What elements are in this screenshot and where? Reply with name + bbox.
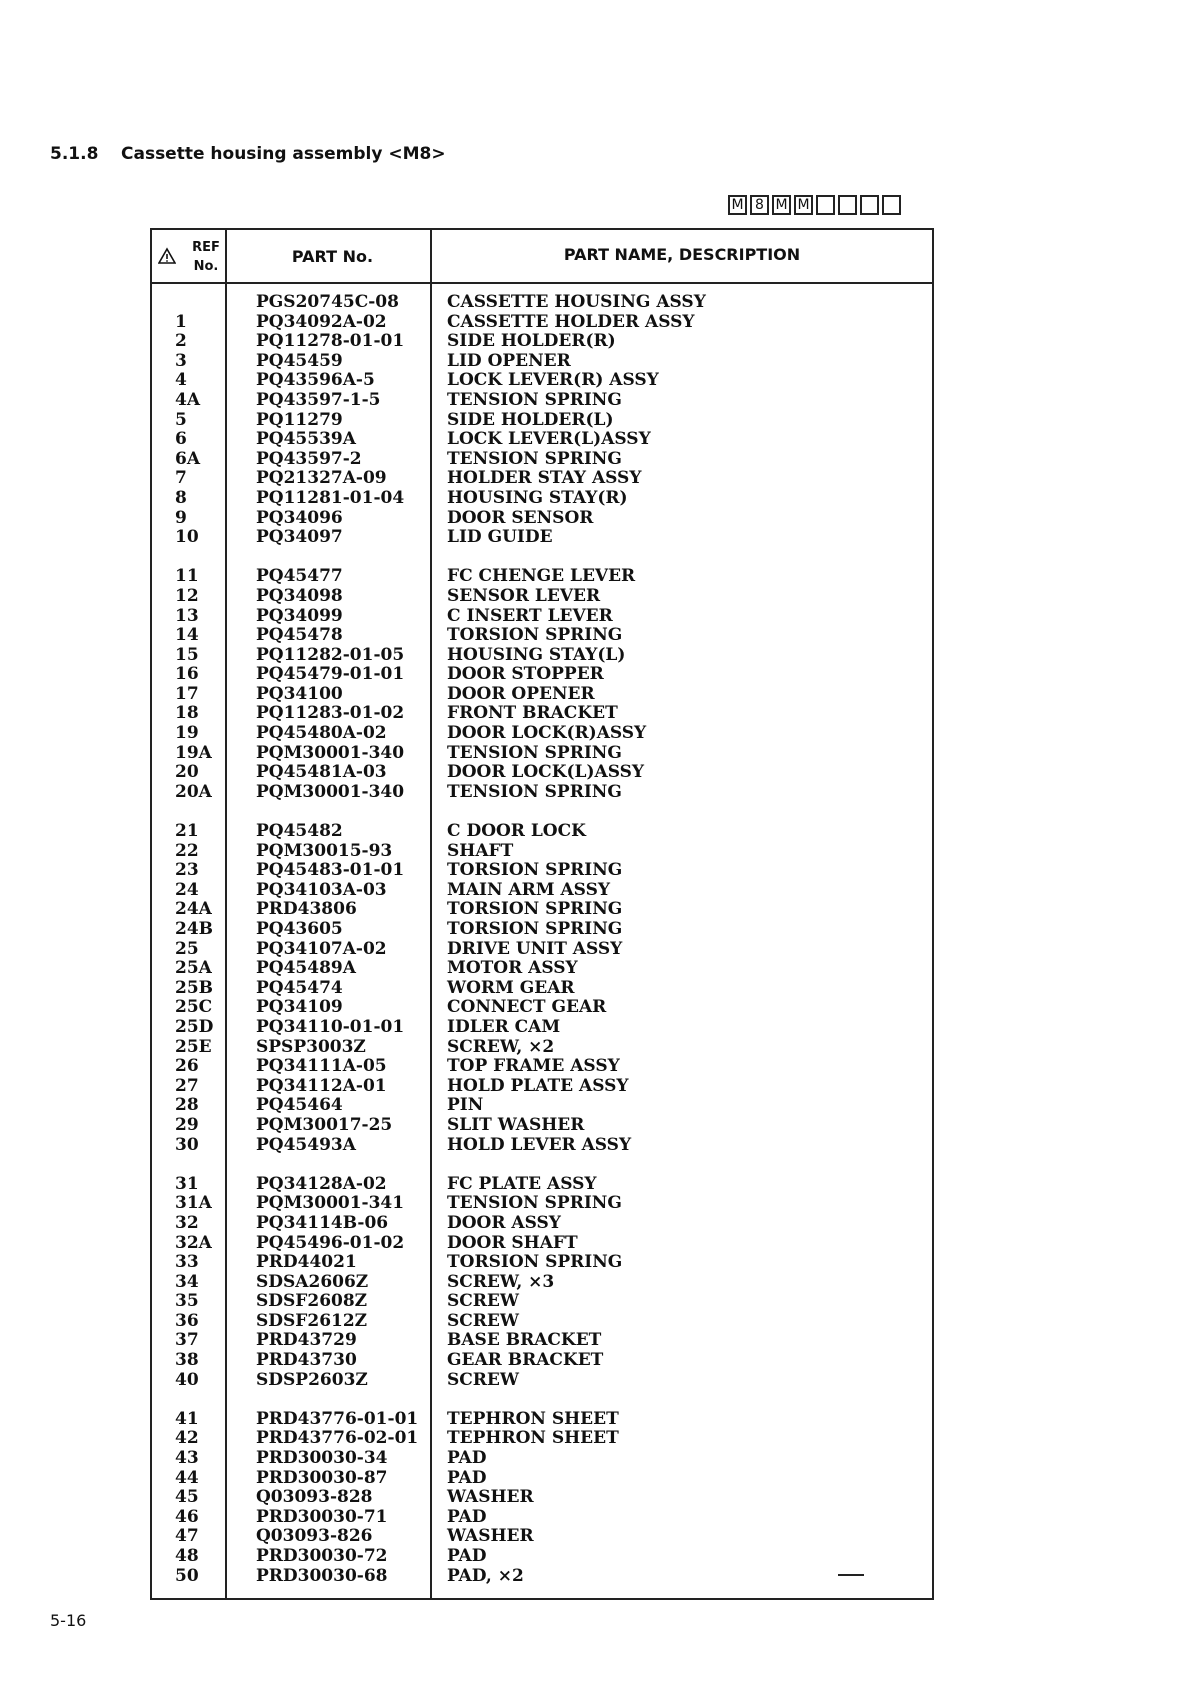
- ref-number: 32: [175, 1212, 199, 1233]
- ref-number: 32A: [175, 1232, 212, 1253]
- part-number: PQ45478: [256, 625, 343, 646]
- part-description: TOP FRAME ASSY: [447, 1056, 620, 1077]
- model-code-box: [838, 195, 857, 215]
- part-number: PQM30001-341: [256, 1193, 405, 1214]
- part-number: PQ43596A-5: [256, 370, 375, 391]
- part-number: PQ45482: [256, 821, 343, 842]
- ref-number: 12: [175, 585, 199, 606]
- model-code-box: M: [794, 195, 813, 215]
- group-spacer: [152, 1390, 932, 1410]
- part-number: PQ21327A-09: [256, 468, 387, 489]
- part-description: TORSION SPRING: [447, 625, 623, 646]
- part-description: WORM GEAR: [447, 977, 575, 998]
- ref-number: 41: [175, 1408, 199, 1429]
- warning-triangle-icon: [158, 247, 176, 265]
- part-number: PQ34111A-05: [256, 1056, 387, 1077]
- table-row: [152, 509, 932, 529]
- part-description: SCREW: [447, 1310, 519, 1331]
- table-row: [152, 1508, 932, 1528]
- part-description: FRONT BRACKET: [447, 703, 618, 724]
- ref-number: 21: [175, 821, 199, 842]
- part-description: PAD: [447, 1506, 487, 1527]
- ref-number: 22: [175, 840, 199, 861]
- ref-number: 25D: [175, 1016, 214, 1037]
- part-description: PAD: [447, 1467, 487, 1488]
- table-row: [152, 469, 932, 489]
- ref-number: 34: [175, 1271, 199, 1292]
- table-row: [152, 1214, 932, 1234]
- ref-number: 44: [175, 1467, 199, 1488]
- table-row: [152, 1488, 932, 1508]
- table-row: [152, 1077, 932, 1097]
- ref-number: 25: [175, 938, 199, 959]
- part-description: LID GUIDE: [447, 527, 553, 548]
- part-number: PQ45477: [256, 566, 343, 587]
- part-number: PQ11279: [256, 409, 343, 430]
- part-description: DOOR OPENER: [447, 683, 595, 704]
- part-description: SCREW, ×2: [447, 1036, 555, 1057]
- part-description: HOLDER STAY ASSY: [447, 468, 642, 489]
- part-number: PQ34103A-03: [256, 879, 387, 900]
- table-row: [152, 881, 932, 901]
- part-description: TORSION SPRING: [447, 919, 623, 939]
- part-number: PQM30017-25: [256, 1114, 393, 1135]
- part-description: SENSOR LEVER: [447, 585, 601, 606]
- model-code-box: [882, 195, 901, 215]
- ref-number: 5: [175, 409, 187, 430]
- table-row: [152, 685, 932, 705]
- part-number: PQ43605: [256, 919, 343, 939]
- table-row: [152, 489, 932, 509]
- part-description: MOTOR ASSY: [447, 958, 578, 979]
- ref-number: 1: [175, 311, 187, 332]
- table-row: [152, 665, 932, 685]
- part-number: PQ45481A-03: [256, 762, 387, 783]
- ref-number: 37: [175, 1330, 199, 1351]
- part-description: DOOR SENSOR: [447, 507, 594, 528]
- model-code-box: M: [728, 195, 747, 215]
- table-row: [152, 646, 932, 666]
- part-description: CASSETTE HOLDER ASSY: [447, 311, 695, 332]
- part-description: DOOR STOPPER: [447, 664, 604, 685]
- ref-number: 48: [175, 1546, 199, 1566]
- ref-number: 25A: [175, 958, 212, 979]
- ref-number: 45: [175, 1487, 199, 1508]
- table-row: [152, 822, 932, 842]
- ref-number: 6: [175, 429, 187, 450]
- part-description: TORSION SPRING: [447, 899, 623, 920]
- part-number: PQ45464: [256, 1095, 343, 1116]
- part-number: PQ34100: [256, 683, 343, 704]
- part-description: TENSION SPRING: [447, 1193, 622, 1214]
- part-number: PRD43806: [256, 899, 357, 920]
- parts-rows: [152, 293, 932, 1586]
- part-number: PGS20745C-08: [256, 292, 399, 312]
- model-code-box: 8: [750, 195, 769, 215]
- part-description: TENSION SPRING: [447, 781, 622, 802]
- part-description: CASSETTE HOUSING ASSY: [447, 292, 706, 312]
- ref-number: 25C: [175, 997, 213, 1018]
- ref-number: 46: [175, 1506, 199, 1527]
- section-heading: [50, 144, 446, 164]
- ref-number: 23: [175, 860, 199, 881]
- part-description: FC CHENGE LEVER: [447, 566, 636, 587]
- part-number: PQ45480A-02: [256, 723, 387, 744]
- part-number: PRD43729: [256, 1330, 357, 1351]
- ref-number: 30: [175, 1134, 199, 1155]
- part-description: LID OPENER: [447, 350, 571, 371]
- part-description: FC PLATE ASSY: [447, 1173, 597, 1194]
- header-part-no: PART No.: [291, 247, 374, 266]
- part-number: PQ11278-01-01: [256, 331, 405, 352]
- table-row: [152, 626, 932, 646]
- part-description: TENSION SPRING: [447, 742, 622, 763]
- part-description: SCREW: [447, 1291, 519, 1312]
- table-row: [152, 430, 932, 450]
- part-number: PQ34110-01-01: [256, 1016, 405, 1037]
- ref-number: 2: [175, 331, 187, 352]
- part-description: LOCK LEVER(R) ASSY: [447, 370, 659, 391]
- table-row: [152, 567, 932, 587]
- model-code-boxes: [728, 195, 901, 215]
- ref-number: 19: [175, 723, 199, 744]
- end-mark: [838, 1574, 864, 1576]
- table-row: [152, 783, 932, 803]
- part-number: PRD30030-71: [256, 1506, 388, 1527]
- part-number: PRD43730: [256, 1350, 357, 1371]
- ref-number: 27: [175, 1075, 199, 1096]
- ref-number: 11: [175, 566, 199, 587]
- part-description: C INSERT LEVER: [447, 605, 613, 626]
- part-number: PQ43597-1-5: [256, 389, 381, 410]
- table-row: [152, 293, 932, 313]
- part-number: PRD30030-72: [256, 1546, 388, 1566]
- part-description: DOOR ASSY: [447, 1212, 561, 1233]
- table-row: [152, 1292, 932, 1312]
- table-row: [152, 1194, 932, 1214]
- table-row: [152, 1371, 932, 1391]
- group-spacer: [152, 802, 932, 822]
- ref-number: 38: [175, 1350, 199, 1371]
- part-number: SDSF2608Z: [256, 1291, 368, 1312]
- part-number: PQ11282-01-05: [256, 644, 405, 665]
- ref-number: 24B: [175, 919, 214, 939]
- ref-number: 26: [175, 1056, 199, 1077]
- table-row: [152, 607, 932, 627]
- ref-number: 20A: [175, 781, 212, 802]
- section-number: 5.1.8: [50, 144, 99, 164]
- header-ref-label: REF: [192, 240, 220, 255]
- ref-number: 7: [175, 468, 187, 489]
- part-description: SIDE HOLDER(L): [447, 409, 614, 430]
- table-row: [152, 1469, 932, 1489]
- part-number: PQ45496-01-02: [256, 1232, 405, 1253]
- part-description: HOUSING STAY(L): [447, 644, 626, 665]
- table-row: [152, 979, 932, 999]
- part-number: PRD30030-34: [256, 1448, 388, 1469]
- table-row: [152, 1175, 932, 1195]
- table-row: [152, 1273, 932, 1293]
- table-row: [152, 1331, 932, 1351]
- ref-number: 35: [175, 1291, 199, 1312]
- part-number: PQ45479-01-01: [256, 664, 405, 685]
- table-row: [152, 1253, 932, 1273]
- table-row: [152, 1057, 932, 1077]
- table-row: [152, 411, 932, 431]
- part-description: C DOOR LOCK: [447, 821, 586, 842]
- header-divider: [152, 282, 932, 284]
- header-ref-no: [186, 238, 226, 276]
- ref-number: 4A: [175, 389, 201, 410]
- table-row: [152, 724, 932, 744]
- part-number: PQ34114B-06: [256, 1212, 389, 1233]
- ref-number: 17: [175, 683, 199, 704]
- part-number: PQ11283-01-02: [256, 703, 405, 724]
- part-description: IDLER CAM: [447, 1016, 561, 1037]
- part-number: PQM30001-340: [256, 742, 405, 763]
- section-title: Cassette housing assembly <M8>: [121, 144, 446, 164]
- part-number: PRD43776-01-01: [256, 1408, 419, 1429]
- model-code-box: [860, 195, 879, 215]
- table-row: [152, 1567, 932, 1587]
- part-number: PQ43597-2: [256, 448, 362, 469]
- ref-number: 15: [175, 644, 199, 665]
- part-number: SPSP3003Z: [256, 1036, 366, 1057]
- table-row: [152, 528, 932, 548]
- table-row: [152, 1136, 932, 1156]
- ref-number: 40: [175, 1369, 199, 1390]
- group-spacer: [152, 1155, 932, 1175]
- part-description: WASHER: [447, 1526, 534, 1547]
- ref-number: 50: [175, 1565, 199, 1586]
- part-number: PQ45489A: [256, 958, 356, 979]
- part-description: SIDE HOLDER(R): [447, 331, 616, 352]
- part-description: TORSION SPRING: [447, 1252, 623, 1273]
- part-number: PQ34107A-02: [256, 938, 387, 959]
- part-description: TENSION SPRING: [447, 389, 622, 410]
- table-row: [152, 313, 932, 333]
- ref-number: 24: [175, 879, 199, 900]
- ref-number: 13: [175, 605, 199, 626]
- table-row: [152, 1527, 932, 1547]
- ref-number: 36: [175, 1310, 199, 1331]
- table-row: [152, 940, 932, 960]
- ref-number: 24A: [175, 899, 212, 920]
- table-row: [152, 1234, 932, 1254]
- part-number: PQ34112A-01: [256, 1075, 387, 1096]
- ref-number: 14: [175, 625, 199, 646]
- part-number: PQ34092A-02: [256, 311, 387, 332]
- part-description: DOOR SHAFT: [447, 1232, 578, 1253]
- table-row: [152, 587, 932, 607]
- ref-number: 4: [175, 370, 187, 391]
- part-number: PQ34096: [256, 507, 343, 528]
- table-row: [152, 332, 932, 352]
- table-row: [152, 1096, 932, 1116]
- part-description: GEAR BRACKET: [447, 1350, 604, 1371]
- group-spacer: [152, 548, 932, 568]
- ref-number: 43: [175, 1448, 199, 1469]
- part-description: MAIN ARM ASSY: [447, 879, 610, 900]
- part-number: PQ34099: [256, 605, 343, 626]
- part-number: PRD30030-68: [256, 1565, 388, 1586]
- part-description: DOOR LOCK(R)ASSY: [447, 723, 647, 744]
- part-number: Q03093-828: [256, 1487, 373, 1508]
- table-row: [152, 391, 932, 411]
- part-number: SDSP2603Z: [256, 1369, 368, 1390]
- ref-number: 6A: [175, 448, 201, 469]
- part-number: PQ34109: [256, 997, 343, 1018]
- table-row: [152, 900, 932, 920]
- table-row: [152, 1038, 932, 1058]
- part-number: PRD44021: [256, 1252, 357, 1273]
- part-description: CONNECT GEAR: [447, 997, 607, 1018]
- table-row: [152, 861, 932, 881]
- ref-number: 9: [175, 507, 187, 528]
- ref-number: 25B: [175, 977, 214, 998]
- header-description: PART NAME, DESCRIPTION: [563, 245, 801, 264]
- ref-number: 25E: [175, 1036, 212, 1057]
- parts-table: [150, 228, 934, 1600]
- ref-number: 8: [175, 487, 187, 508]
- model-code-box: [816, 195, 835, 215]
- part-number: PQ45483-01-01: [256, 860, 405, 881]
- part-description: TENSION SPRING: [447, 448, 622, 469]
- part-number: SDSA2606Z: [256, 1271, 369, 1292]
- ref-number: 3: [175, 350, 187, 371]
- part-description: WASHER: [447, 1487, 534, 1508]
- table-row: [152, 1018, 932, 1038]
- part-description: PIN: [447, 1095, 484, 1116]
- ref-number: 18: [175, 703, 199, 724]
- part-number: Q03093-826: [256, 1526, 373, 1547]
- table-row: [152, 1116, 932, 1136]
- model-code-box: M: [772, 195, 791, 215]
- part-description: SLIT WASHER: [447, 1114, 585, 1135]
- part-description: PAD, ×2: [447, 1565, 524, 1586]
- part-number: PQ34098: [256, 585, 343, 606]
- table-row: [152, 1547, 932, 1567]
- part-number: PRD30030-87: [256, 1467, 388, 1488]
- table-row: [152, 352, 932, 372]
- ref-number: 31A: [175, 1193, 212, 1214]
- part-number: PQ11281-01-04: [256, 487, 405, 508]
- table-row: [152, 744, 932, 764]
- part-number: PQ45474: [256, 977, 343, 998]
- part-number: PQM30001-340: [256, 781, 405, 802]
- part-description: PAD: [447, 1546, 487, 1566]
- table-row: [152, 450, 932, 470]
- part-number: SDSF2612Z: [256, 1310, 368, 1331]
- ref-number: 42: [175, 1428, 199, 1449]
- part-description: HOLD PLATE ASSY: [447, 1075, 629, 1096]
- part-description: HOUSING STAY(R): [447, 487, 628, 508]
- ref-number: 16: [175, 664, 199, 685]
- part-description: DOOR LOCK(L)ASSY: [447, 762, 645, 783]
- page-number: 5-16: [50, 1611, 87, 1630]
- table-row: [152, 1449, 932, 1469]
- table-row: [152, 1410, 932, 1430]
- table-row: [152, 763, 932, 783]
- part-description: LOCK LEVER(L)ASSY: [447, 429, 651, 450]
- table-row: [152, 704, 932, 724]
- part-description: SCREW: [447, 1369, 519, 1390]
- part-number: PQ34128A-02: [256, 1173, 387, 1194]
- part-number: PRD43776-02-01: [256, 1428, 419, 1449]
- table-row: [152, 1312, 932, 1332]
- ref-number: 10: [175, 527, 199, 548]
- table-row: [152, 920, 932, 940]
- ref-number: 29: [175, 1114, 199, 1135]
- part-description: TORSION SPRING: [447, 860, 623, 881]
- part-description: SCREW, ×3: [447, 1271, 555, 1292]
- table-row: [152, 1429, 932, 1449]
- part-number: PQ45459: [256, 350, 343, 371]
- ref-number: 47: [175, 1526, 199, 1547]
- table-row: [152, 998, 932, 1018]
- part-number: PQ45539A: [256, 429, 356, 450]
- part-description: SHAFT: [447, 840, 514, 861]
- part-description: TEPHRON SHEET: [447, 1428, 619, 1449]
- part-description: TEPHRON SHEET: [447, 1408, 619, 1429]
- table-row: [152, 371, 932, 391]
- part-description: DRIVE UNIT ASSY: [447, 938, 623, 959]
- header-no-label: No.: [193, 259, 219, 274]
- part-number: PQ45493A: [256, 1134, 356, 1155]
- part-description: BASE BRACKET: [447, 1330, 602, 1351]
- part-number: PQM30015-93: [256, 840, 393, 861]
- ref-number: 28: [175, 1095, 199, 1116]
- part-number: PQ34097: [256, 527, 343, 548]
- part-description: HOLD LEVER ASSY: [447, 1134, 632, 1155]
- ref-number: 19A: [175, 742, 212, 763]
- ref-number: 33: [175, 1252, 199, 1273]
- table-row: [152, 959, 932, 979]
- ref-number: 31: [175, 1173, 199, 1194]
- table-row: [152, 1351, 932, 1371]
- ref-number: 20: [175, 762, 199, 783]
- part-description: PAD: [447, 1448, 487, 1469]
- table-row: [152, 842, 932, 862]
